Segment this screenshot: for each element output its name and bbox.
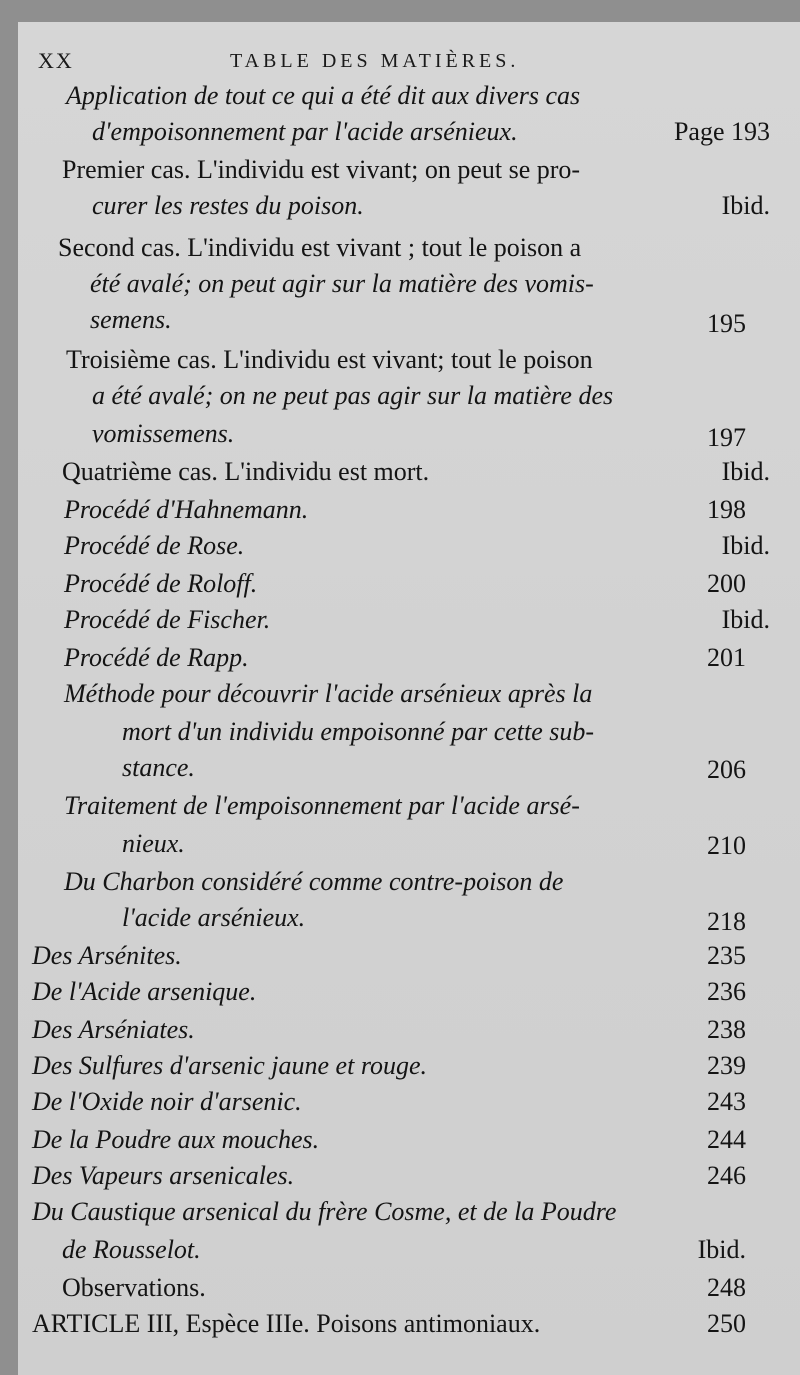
- toc-entry-line: semens.: [90, 305, 172, 334]
- toc-entry-line: vomissemens.: [92, 419, 235, 448]
- toc-entry-line: Application de tout ce qui a été dit aux divers cas: [66, 81, 581, 110]
- toc-entry-line: nieux.: [122, 829, 185, 858]
- toc-page-number: 244: [707, 1125, 746, 1154]
- toc-page-number: Ibid.: [721, 457, 770, 486]
- toc-page-number: 218: [707, 907, 746, 936]
- toc-entry-line: stance.: [122, 753, 195, 782]
- toc-entry-line: Des Sulfures d'arsenic jaune et rouge.: [32, 1051, 428, 1080]
- toc-entry-line: Procédé de Roloff.: [64, 569, 258, 598]
- toc-entry-line: De la Poudre aux mouches.: [32, 1125, 320, 1154]
- toc-entry-line: été avalé; on peut agir sur la matière des vomis-: [90, 269, 594, 298]
- toc-page-number: 239: [707, 1051, 746, 1080]
- toc-entry-line: Quatrième cas. L'individu est mort.: [62, 457, 430, 486]
- toc-entry-line: Procédé de Fischer.: [64, 605, 271, 634]
- toc-page-number: 243: [707, 1087, 746, 1116]
- toc-page-number: 200: [707, 569, 746, 598]
- toc-entry-line: Du Charbon considéré comme contre-poison de: [64, 867, 564, 896]
- toc-entry-line: Des Arsénites.: [32, 941, 182, 970]
- toc-page-number: 197: [707, 423, 746, 452]
- toc-page-number: 206: [707, 755, 746, 784]
- toc-page-number: Ibid.: [721, 191, 770, 220]
- toc-entry-line: Des Arséniates.: [32, 1015, 195, 1044]
- toc-entry-line: mort d'un individu empoisonné par cette sub-: [122, 717, 595, 746]
- toc-entry-line: De l'Oxide noir d'arsenic.: [32, 1087, 302, 1116]
- toc-entry-line: Du Caustique arsenical du frère Cosme, et de la Poudre: [32, 1197, 617, 1226]
- toc-page-number: 198: [707, 495, 746, 524]
- toc-page-number: 246: [707, 1161, 746, 1190]
- toc-entry-line: Procédé de Rose.: [64, 531, 245, 560]
- toc-page-number: 236: [707, 977, 746, 1006]
- toc-page-number: 250: [707, 1309, 746, 1338]
- toc-entry-line: l'acide arsénieux.: [122, 903, 306, 932]
- toc-page-number: Ibid.: [697, 1235, 746, 1264]
- toc-page-number: 238: [707, 1015, 746, 1044]
- toc-page-number: 235: [707, 941, 746, 970]
- toc-entry-line: Premier cas. L'individu est vivant; on peut se pro-: [62, 155, 581, 184]
- toc-entry-line: ARTICLE III, Espèce IIIe. Poisons antimoniaux.: [32, 1309, 541, 1338]
- page-header: [18, 42, 800, 78]
- toc-entry-line: d'empoisonnement par l'acide arsénieux.: [92, 117, 518, 146]
- toc-entry-line: De l'Acide arsenique.: [32, 977, 257, 1006]
- toc-entry-line: de Rousselot.: [62, 1235, 201, 1264]
- toc-entry-line: Procédé de Rapp.: [64, 643, 249, 672]
- toc-entry-line: Procédé d'Hahnemann.: [64, 495, 309, 524]
- toc-page-number: 195: [707, 309, 746, 338]
- toc-entry-line: a été avalé; on ne peut pas agir sur la matière des: [92, 381, 614, 410]
- toc-entry-line: Troisième cas. L'individu est vivant; tout le poison: [66, 345, 593, 374]
- running-title: TABLE DES MATIÈRES.: [230, 50, 520, 72]
- toc-page-number: 248: [707, 1273, 746, 1302]
- book-page: [18, 22, 800, 1375]
- toc-entry-line: curer les restes du poison.: [92, 191, 364, 220]
- toc-page-number: Ibid.: [721, 605, 770, 634]
- toc-entry-line: Observations.: [62, 1273, 206, 1302]
- toc-entry-line: Des Vapeurs arsenicales.: [32, 1161, 295, 1190]
- toc-entry-line: Second cas. L'individu est vivant ; tout le poison a: [58, 233, 582, 262]
- page-number: XX: [38, 48, 74, 73]
- toc-page-number: 210: [707, 831, 746, 860]
- toc-entry-line: Traitement de l'empoisonnement par l'acide arsé-: [64, 791, 580, 820]
- toc-page-number: Ibid.: [721, 531, 770, 560]
- toc-page-number: Page 193: [673, 117, 770, 146]
- toc-entry-line: Méthode pour découvrir l'acide arsénieux après la: [64, 679, 593, 708]
- toc-page-number: 201: [707, 643, 746, 672]
